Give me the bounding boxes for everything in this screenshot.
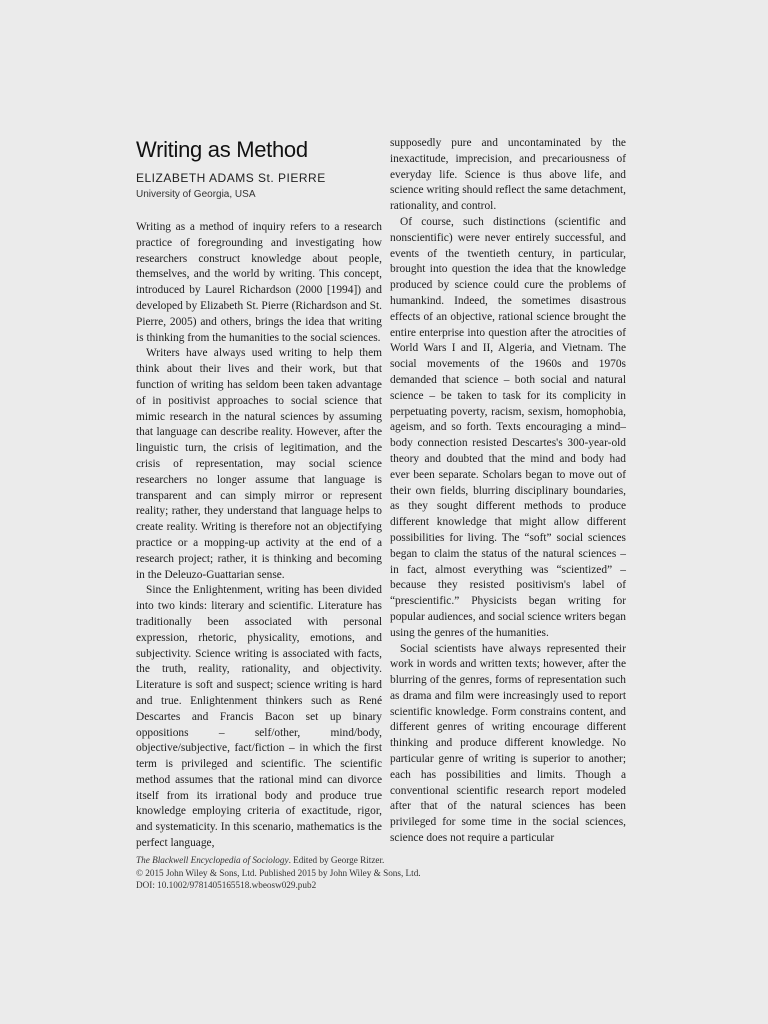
publication-title: The Blackwell Encyclopedia of Sociology [136, 855, 289, 865]
paragraph: Social scientists have always represented their work in words and written texts; however, after the blurring of the genres, forms of representation such as drama and film were increasingly used to report scientific knowledge. Form constrains content, and different genres of writing encourage different thinking and produce different knowledge. No particular genre of writing is superior to another; each has possibilities and limits. Though a conventional scientific research report modeled after that of the natural sciences has been privileged for some time in the social sciences, science does not require a particular [390, 642, 626, 845]
paragraph: Of course, such distinctions (scientific and nonscientific) were never entirely successful, and events of the twentieth century, in particular, brought into question the idea that the knowledge produced by science could cure the problems of humankind. Indeed, the sometimes disastrous effects of an objective, rational science brought the entire enterprise into question after the atrocities of World Wars I and II, Algeria, and Vietnam. The social movements of the 1960s and 1970s demanded that science – both social and natural science – be taken to task for its complicity in perpetuating poverty, racism, sexism, homophobia, ageism, and so forth. Texts encouraging a mind–body connection resisted Descartes's 300-year-old theory and doubted that the mind and body had ever been separate. Scholars began to move out of their own fields, blurring disciplinary boundaries, as they sought different methods to produce different knowledge that might allow different possibilities for living. The “soft” social sciences began to claim the status of the natural sciences – in fact, almost everything was “scientized” – because they resisted positivism's label of “prescientific.” Physicists began writing for popular audiences, and social science writers began using the genres of the humanities. [390, 215, 626, 639]
article-title: Writing as Method [136, 137, 308, 162]
editor-credit: . Edited by George Ritzer. [288, 855, 385, 865]
citation-footer [136, 854, 536, 892]
copyright-line: © 2015 John Wiley & Sons, Ltd. Published 2015 by John Wiley & Sons, Ltd. [136, 867, 421, 878]
paragraph: Writing as a method of inquiry refers to a research practice of foregrounding and investigating how researchers construct knowledge about people, themselves, and the world by writing. This concept, introduced by Laurel Richardson (2000 [1994]) and developed by Elizabeth St. Pierre (Richardson and St. Pierre, 2005) and others, brings the idea that writing is thinking from the humanities to the social sciences. [136, 221, 382, 344]
author-affiliation: University of Georgia, USA [136, 189, 256, 200]
doi-line: DOI: 10.1002/9781405165518.wbeosw029.pub2 [136, 880, 317, 891]
footer-publication-line [136, 854, 536, 867]
paragraph: supposedly pure and uncontaminated by the inexactitude, imprecision, and precariousness of everyday life. Science is thus above life, and science writing should reflect the same detachment, rationality, and control. [390, 137, 626, 213]
paragraph: Writers have always used writing to help them think about their lives and their work, but that function of writing has seldom been taken advantage of in positivist approaches to social science that mimic research in the natural sciences by assuming that language can describe reality. However, after the linguistic turn, the crisis of legitimation, and the crisis of representation, may social science researchers no longer assume that language is transparent and can simply mirror or represent reality; rather, they understand that language helps to create reality. Writing is therefore not an objectifying practice or a mopping-up activity at the end of a research project; rather, it is thinking and becoming in the Deleuzo-Guattarian sense. [136, 347, 382, 581]
author-name: ELIZABETH ADAMS St. PIERRE [136, 171, 326, 185]
paragraph: Since the Enlightenment, writing has been divided into two kinds: literary and scientific. Literature has traditionally been associated with personal expression, rhetoric, physicality, emotions, and subjectivity. Science writing is associated with facts, the truth, reality, rationality, and objectivity. Literature is soft and suspect; science writing is hard and true. Enlightenment thinkers such as René Descartes and Francis Bacon set up binary oppositions – self/other, mind/body, objective/subjective, fact/fiction – in which the first term is privileged and scientific. The scientific method assumes that the rational mind can divorce itself from its irrational body and produce true knowledge employing criteria of exactitude, rigor, and systematicity. In this scenario, mathematics is the perfect language, [136, 584, 382, 850]
right-column [390, 136, 626, 847]
left-column [136, 220, 382, 852]
